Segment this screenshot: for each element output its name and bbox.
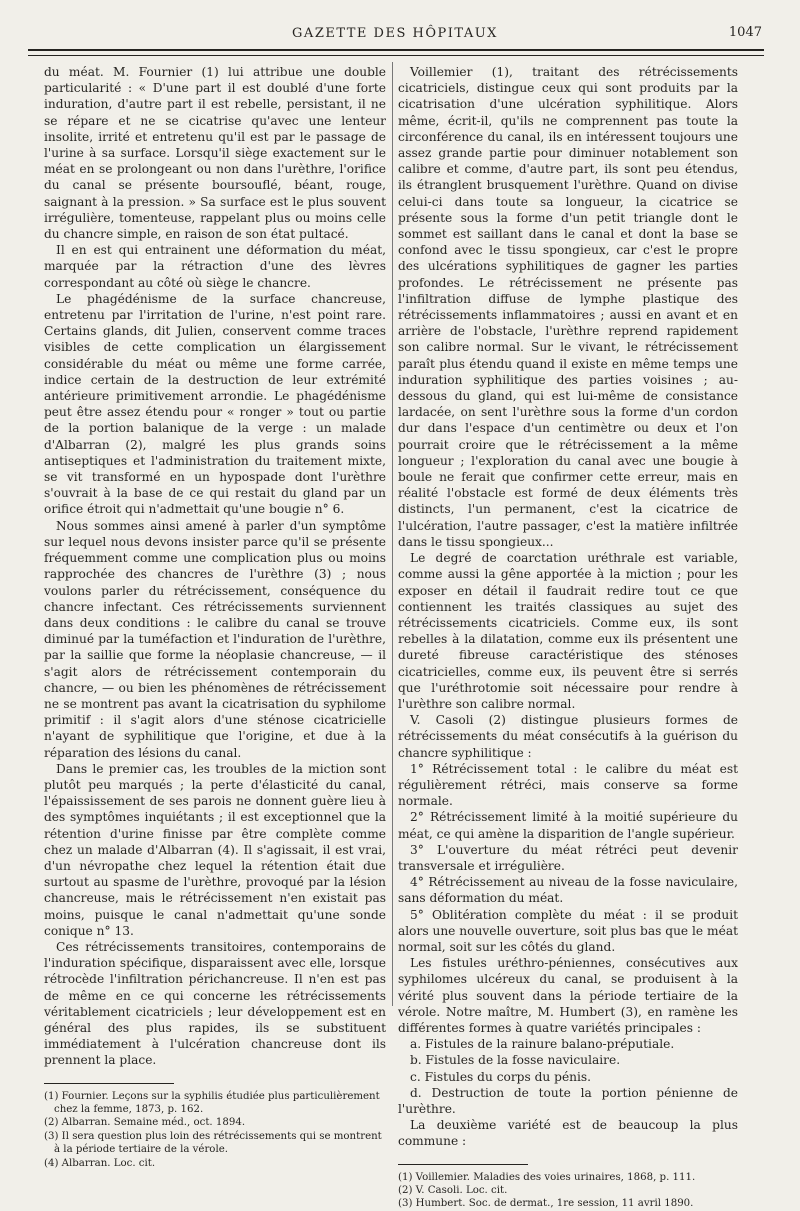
page-header [28, 22, 762, 46]
footnote: (1) Fournier. Leçons sur la syphilis étudiée plus particulièrement chez la femme, 1873, p. 162. [44, 1090, 380, 1115]
running-title: GAZETTE DES HÔPITAUX [292, 26, 498, 41]
header-rule-thin [28, 55, 764, 56]
footnote-rule [44, 1083, 174, 1084]
footnotes-left [44, 1090, 386, 1170]
header-rule-thick [28, 49, 764, 51]
paragraph: V. Casoli (2) distingue plusieurs formes de rétrécissements du méat consécutifs à la guérison du chancre syphilitique : [398, 713, 738, 760]
paragraph: Le degré de coarctation uréthrale est variable, comme aussi la gêne apportée à la miction ; pour les exposer en détail il faudrait redire tout ce que contiennent les traités classiques au sujet des rétrécissements cicatriciels. Comme eux, ils sont rebelles à la dilatation, comme eux ils présentent une dureté fibreuse caractéristique des sténoses cicatricielles, comme eux, ils peuvent être si serrés que l'uréthrotomie soit nécessaire pour rendre à l'urèthre son calibre normal. [398, 551, 738, 711]
paragraph: 3° L'ouverture du méat rétréci peut devenir transversale et irrégulière. [398, 842, 738, 873]
paragraph: Les fistules uréthro-péniennes, consécutives aux syphilomes ulcéreux du canal, se produisent à la vérité plus souvent dans la période tertiaire de la vérole. Notre maître, M. Humbert (3), en ramène les différentes formes à quatre variétés principales : [398, 956, 738, 1035]
footnote: (3) Humbert. Soc. de dermat., 1re session, 11 avril 1890. [398, 1198, 694, 1210]
paragraph: Ces rétrécissements transitoires, contemporains de l'induration spécifique, disparaissent avec elle, lorsque rétrocède l'infiltration périchancreuse. Il n'en est pas de même en ce qui concerne les rétrécissements véritablement cicatriciels ; leur développement est en général des plus rapides, ils se substituent immédiatement à l'ulcération chancreuse dont ils prennent la place. [44, 939, 386, 1068]
footnote: (2) V. Casoli. Loc. cit. [398, 1185, 508, 1197]
footnote: (2) Albarran. Semaine méd., oct. 1894. [44, 1117, 246, 1129]
footnote: (1) Voillemier. Maladies des voies urinaires, 1868, p. 111. [398, 1171, 696, 1183]
footnote: (4) Albarran. Loc. cit. [44, 1157, 156, 1169]
paragraph: Nous sommes ainsi amené à parler d'un symptôme sur lequel nous devons insister parce qu'il se présente fréquemment comme une complication plus ou moins rapprochée des chancres de l'urèthre (3) ; nous voulons parler du rétrécissement, conséquence du chancre infectant. Ces rétrécissements surviennent dans deux conditions : le calibre du canal se trouve diminué par la tuméfaction et l'induration de l'urèthre, par la saillie que forme la néoplasie chancreuse, — il s'agit alors de rétrécissement contemporain du chancre, — ou bien les phénomènes de rétrécissement ne se montrent pas avant la cicatrisation du syphilome primitif : il s'agit alors d'une sténose cicatricielle n'ayant de syphilitique que l'origine, et due à la réparation des lésions du canal. [44, 518, 386, 760]
paragraph: Dans le premier cas, les troubles de la miction sont plutôt peu marqués ; la perte d'élasticité du canal, l'épaississement de ses parois ne donnent guère lieu à des symptômes inquiétants ; il est exceptionnel que la rétention d'urine finisse par être complète comme chez un malade d'Albarran (4). Il s'agissait, il est vrai, d'un névropathe chez lequel la rétention était due surtout au spasme de l'urèthre, provoqué par la lésion chancreuse, mais le rétrécissement n'en existait pas moins, puisque le canal n'admettait qu'une sonde conique n° 13. [44, 761, 386, 938]
column-divider [392, 62, 393, 1006]
paragraph: d. Destruction de toute la portion pénienne de l'urèthre. [398, 1085, 738, 1116]
paragraph: 4° Rétrécissement au niveau de la fosse naviculaire, sans déformation du méat. [398, 875, 738, 906]
footnote-rule [398, 1164, 528, 1165]
paragraph: Voillemier (1), traitant des rétrécissements cicatriciels, distingue ceux qui sont produits par la cicatrisation d'une ulcération syphilitique. Alors même, écrit-il, qu'ils ne comprennent pas toute la circonférence du canal, ils en intéressent toujours une assez grande partie pour diminuer notablement son calibre et comme, d'autre part, ils sont peu étendus, ils étranglent brusquement l'urèthre. Quand on divise celui-ci dans toute sa longueur, la cicatrice se présente sous la forme d'un petit triangle dont le sommet est saillant dans le canal et dont la base se confond avec le tissu spongieux, car c'est le propre des ulcérations syphilitiques de gagner les parties profondes. Le rétrécissement ne présente pas l'infiltration diffuse de lymphe plastique des rétrécissements inflammatoires ; aussi en avant et en arrière de l'obstacle, l'urèthre reprend rapidement son calibre normal. Sur le vivant, le rétrécissement paraît plus étendu quand il existe en même temps une induration syphilitique des parties voisines ; au-dessous du gland, qui est lui-même de consistance lardacée, on sent l'urèthre sous la forme d'un cordon dur dans l'espace d'un centimètre ou deux et l'on pourrait croire que le rétrécissement a la même longueur ; l'exploration du canal avec une bougie à boule ne ferait que confirmer cette erreur, mais en réalité l'obstacle est formé de deux éléments très distincts, l'un permanent, c'est la cicatrice de l'ulcération, l'autre passager, c'est la matière infiltrée dans le tissu spongieux... [398, 65, 738, 549]
right-column [398, 64, 738, 1211]
left-column [44, 64, 386, 1170]
paragraph: 1° Rétrécissement total : le calibre du méat est régulièrement rétréci, mais conserve sa forme normale. [398, 761, 738, 809]
paragraph: Il en est qui entrainent une déformation du méat, marquée par la rétraction d'une des lèvres correspondant au côté où siège le chancre. [44, 243, 386, 290]
paragraph: du méat. M. Fournier (1) lui attribue une double particularité : « D'une part il est doublé d'une forte induration, d'autre part il est rebelle, persistant, il ne se répare et ne se cicatrise qu'avec une lenteur insolite, irrité et entretenu qu'il est par le passage de l'urine à sa surface. Lorsqu'il siège exactement sur le méat en se prolongeant ou non dans l'urèthre, l'orifice du canal se présente boursouflé, béant, rouge, saignant à la pression. » Sa surface est le plus souvent irrégulière, tomenteuse, rappelant plus ou moins celle du chancre simple, en raison de son état pultacé. [44, 65, 386, 242]
paragraph: c. Fistules du corps du pénis. [410, 1069, 592, 1084]
paragraph: 2° Rétrécissement limité à la moitié supérieure du méat, ce qui amène la disparition de l'angle supérieur. [398, 810, 738, 841]
paragraph: 5° Oblitération complète du méat : il se produit alors une nouvelle ouverture, soit plus bas que le méat normal, soit sur les côtés du gland. [398, 907, 738, 954]
footnote: (3) Il sera question plus loin des rétrécissements qui se montrent à la période tertiaire de la vérole. [44, 1130, 382, 1156]
footnotes-right [398, 1171, 738, 1211]
paragraph: La deuxième variété est de beaucoup la plus commune : [398, 1118, 738, 1149]
paragraph: b. Fistules de la fosse naviculaire. [410, 1053, 621, 1068]
page-number: 1047 [728, 25, 762, 40]
paragraph: Le phagédénisme de la surface chancreuse, entretenu par l'irritation de l'urine, n'est point rare. Certains glands, dit Julien, conservent comme traces visibles de cette complication un élargissement considérable du méat ou même une forme carrée, indice certain de la destruction de leur extrémité antérieure primitivement arrondie. Le phagédénisme peut être assez étendu pour « ronger » tout ou partie de la portion balanique de la verge : un malade d'Albarran (2), malgré les plus grands soins antiseptiques et l'administration du traitement mixte, se vit transformé en un hypospade dont l'urèthre s'ouvrait à la base de ce qui restait du gland par un orifice étroit qui n'admettait qu'une bougie n° 6. [44, 291, 386, 517]
paragraph: a. Fistules de la rainure balano-préputiale. [410, 1037, 675, 1052]
